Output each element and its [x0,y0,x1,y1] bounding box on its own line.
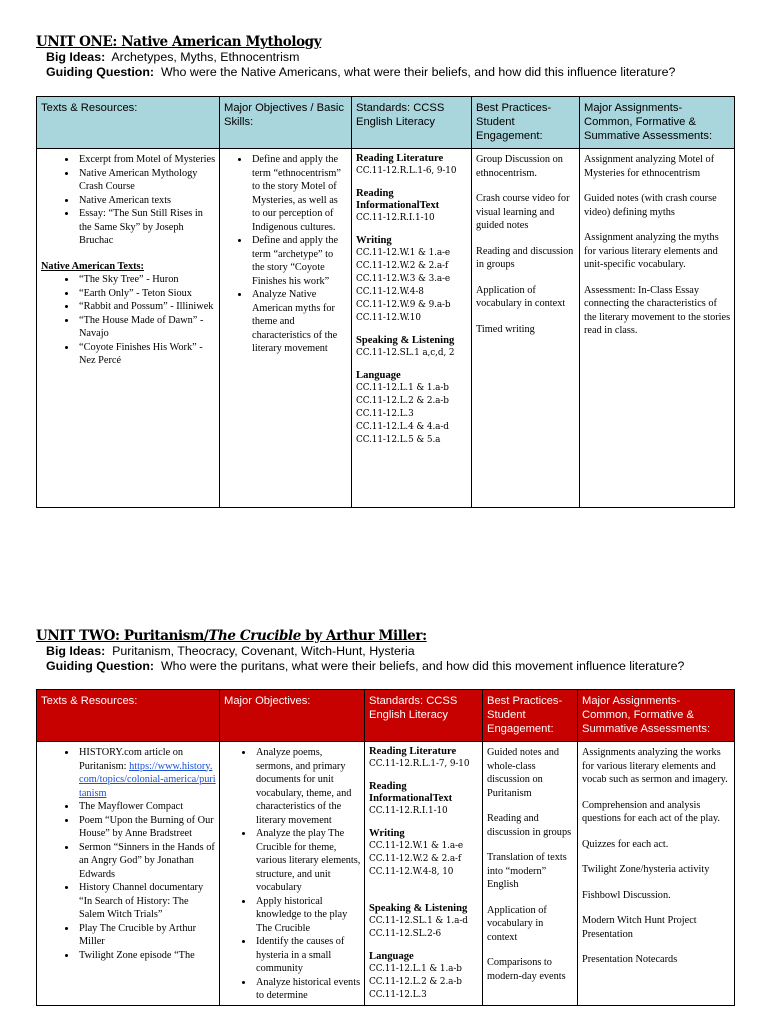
assignment-item: Presentation Notecards [582,954,678,965]
standard-heading: Reading Literature [369,746,457,757]
practice-item: Crash course video for visual learning and guided notes [476,193,570,231]
unit-one-assignments-cell [580,149,735,508]
header-practices: Best Practices- Student Engagement: [483,690,578,742]
unit-one-table [36,96,735,508]
standard-code: CC.11-12.R.I.1-10 [356,213,435,223]
standard-code: CC.11-12.W.2 & 2.a-f [356,261,449,271]
header-objectives: Major Objectives: [220,690,365,742]
standard-code: CC.11-12.W.1 & 1.a-e [356,248,451,258]
standard-code: CC.11-12.W.9 & 9.a-b [356,300,451,310]
assignment-item: Assignment analyzing Motel of Mysteries for ethnocentrism [584,154,715,179]
standard-code: CC.11-12.L.1 & 1.a-b [356,383,449,393]
practice-item: Translation of texts into “modern” English [487,852,567,890]
unit-one-big-ideas: Big Ideas: Archetypes, Myths, Ethnocentrism [46,50,300,64]
standard-code: CC.11-12.L.4 & 4.a-d [356,422,449,432]
list-item: • The Mayflower Compact [77,800,216,814]
standard-heading: Reading InformationalText [356,188,440,211]
header-texts: Texts & Resources: [37,690,220,742]
standard-code: CC.11-12.SL.1 a,c,d, 2 [356,348,455,358]
list-item: • Analyze Native American myths for theme and characteristics of the literary movement [250,288,348,356]
standard-code: CC.11-12.W.2 & 2.a-f [369,854,462,864]
header-standards: Standards: CCSS English Literacy [365,690,483,742]
assignment-item: Fishbowl Discussion. [582,889,671,901]
standard-heading: Speaking & Listening [369,903,468,914]
standard-code: CC.11-12.R.I.1-10 [369,806,448,816]
unit-one-practices-cell [472,149,580,508]
header-standards: Standards: CCSS English Literacy [352,97,472,149]
list-item: • Define and apply the term “ethnocentrism” to the story Motel of Mysteries, as well as to our perception of Indigenous cultures. [250,153,348,234]
standard-heading: Language [369,951,414,962]
unit-one-title: UNIT ONE: Native American Mythology [36,34,322,50]
header-texts: Texts & Resources: [37,97,220,149]
list-item: • “The House Made of Dawn” - Navajo [77,314,216,341]
list-item: • Play The Crucible by Arthur Miller [77,922,216,949]
standard-heading: Speaking & Listening [356,335,455,346]
standard-code: CC.11-12.L.2 & 2.a-b [356,396,449,406]
standard-code: CC.11-12.L.3 [356,409,414,419]
header-assignments: Major Assignments- Common, Formative & Summative Assessments: [578,690,735,742]
standard-code: CC.11-12.W.10 [356,313,421,323]
practice-item: Guided notes and whole-class discussion on Puritanism [487,747,560,799]
list-item: • Native American texts [77,194,216,208]
list-item: • Analyze historical events to determine [254,976,361,1003]
standard-code: CC.11-12.L.2 & 2.a-b [369,977,462,987]
unit-two-section [0,628,768,1001]
unit-one-standards-cell [352,149,472,508]
assignment-item: Assessment: In-Class Essay connecting the characteristics of the literary movement to the stories read in class. [584,284,731,336]
unit-two-title: UNIT TWO: Puritanism/The Crucible by Arthur Miller: [36,628,427,644]
list-item: • Apply historical knowledge to the play The Crucible [254,895,361,936]
standard-code: CC.11-12.W.3 & 3.a-e [356,274,451,284]
standard-code: CC.11-12.L.3 [369,990,427,1000]
practice-item: Timed writing [476,323,535,335]
list-item: • Analyze poems, sermons, and primary documents for unit vocabulary, theme, and characteristics of the literary movement [254,746,361,827]
practice-item: Application of vocabulary in context [487,904,547,943]
unit-one-guiding-question: Guiding Question: Who were the Native Americans, what were their beliefs, and how did this influence literature? [46,65,676,79]
unit-one-objectives-cell [220,149,352,508]
list-item: • Excerpt from Motel of Mysteries [77,153,216,167]
list-item: • “Coyote Finishes His Work” - Nez Percé [77,341,216,368]
standard-code: CC.11-12.W.4-8, 10 [369,867,454,877]
assignment-item: Modern Witch Hunt Project Presentation [582,915,697,940]
unit-two-standards-cell [365,742,483,1006]
unit-two-objectives-cell [220,742,365,1006]
assignment-item: Quizzes for each act. [582,838,669,850]
list-item: • Poem “Upon the Burning of Our House” by Anne Bradstreet [77,814,216,841]
list-item: • Analyze the play The Crucible for theme, various literary elements, structure, and unit vocabulary [254,827,361,895]
list-item: • Identify the causes of hysteria in a small community [254,935,361,976]
header-assignments: Major Assignments- Common, Formative & Summative Assessments: [580,97,735,149]
native-texts-heading: Native American Texts: [41,260,144,272]
header-practices: Best Practices- Student Engagement: [472,97,580,149]
standard-heading: Writing [369,828,405,839]
practice-item: Group Discussion on ethnocentrism. [476,154,563,179]
standard-heading: Reading InformationalText [369,781,453,804]
unit-two-guiding-question: Guiding Question: Who were the puritans, what were their beliefs, and how did this movement influence literature? [46,659,685,673]
header-objectives: Major Objectives / Basic Skills: [220,97,352,149]
list-item: • “Earth Only” - Teton Sioux [77,287,216,301]
standard-heading: Reading Literature [356,153,444,164]
list-item: • Define and apply the term “archetype” to the story “Coyote Finishes his work” [250,234,348,288]
list-item: • Twilight Zone episode “The [77,949,216,963]
standard-code: CC.11-12.L.1 & 1.a-b [369,964,462,974]
assignment-item: Guided notes (with crash course video) defining myths [584,193,717,218]
standard-code: CC.11-12.R.L.1-6, 9-10 [356,166,457,176]
assignment-item: Assignment analyzing the myths for various literary elements and unit-specific vocabulary. [584,232,719,270]
standard-code: CC.11-12.L.5 & 5.a [356,435,441,445]
unit-one-texts-cell [37,149,220,508]
assignment-item: Comprehension and analysis questions for each act of the play. [582,799,721,824]
practice-item: Reading and discussion in groups [487,813,572,838]
unit-two-table [36,689,735,1006]
standard-code: CC.11-12.W.1 & 1.a-e [369,841,464,851]
standard-code: CC.11-12.SL.2-6 [369,929,442,939]
practice-item: Reading and discussion in groups [476,245,574,270]
standard-heading: Language [356,370,401,381]
list-item: • “The Sky Tree” - Huron [77,273,216,287]
unit-one-section [0,34,768,445]
history-article-link[interactable]: https://www.history.com/topics/colonial-america/puritanism [79,760,216,799]
standard-code: CC.11-12.W.4-8 [356,287,424,297]
unit-two-assignments-cell [578,742,735,1006]
unit-two-big-ideas: Big Ideas: Puritanism, Theocracy, Covenant, Witch-Hunt, Hysteria [46,644,415,658]
standard-code: CC.11-12.SL.1 & 1.a-d [369,916,468,926]
list-item: • Native American Mythology Crash Course [77,167,216,194]
practice-item: Application of vocabulary in context [476,284,566,309]
assignment-item: Assignments analyzing the works for various literary elements and vocab such as sermon and imagery. [582,747,728,785]
standard-heading: Writing [356,235,392,246]
assignment-item: Twilight Zone/hysteria activity [582,864,710,875]
unit-two-texts-cell [37,742,220,1006]
list-item: • Sermon “Sinners in the Hands of an Angry God” by Jonathan Edwards [77,841,216,882]
unit-two-practices-cell [483,742,578,1006]
standard-code: CC.11-12.R.L.1-7, 9-10 [369,759,470,769]
list-item: • Essay: “The Sun Still Rises in the Same Sky” by Joseph Bruchac [77,207,216,248]
practice-item: Comparisons to modern-day events [487,957,566,982]
list-item: • “Rabbit and Possum” - Illiniwek [77,300,216,314]
list-item: • HISTORY.com article on Puritanism: https://www.history.com/topics/colonial-america/puritanism [77,746,216,800]
list-item: • History Channel documentary “In Search of History: The Salem Witch Trials” [77,881,216,922]
